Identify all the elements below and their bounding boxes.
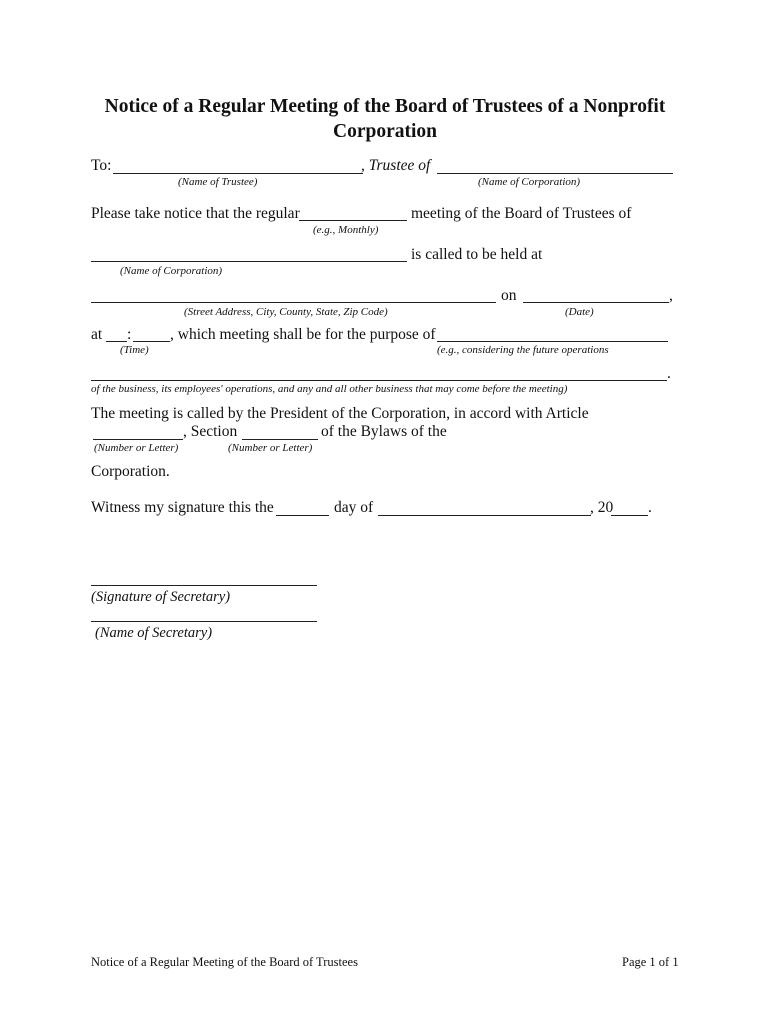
title-line-1: Notice of a Regular Meeting of the Board of Trustees of a Nonprofit xyxy=(104,96,666,117)
caption-name-of-corporation-2: (Name of Corporation) xyxy=(120,265,223,277)
title-line-2: Corporation xyxy=(333,121,437,142)
witness-year-field[interactable] xyxy=(611,515,648,516)
name-of-secretary-label: (Name of Secretary) xyxy=(95,625,213,641)
article-number-field[interactable] xyxy=(93,439,183,440)
year-prefix-text: , 20 xyxy=(590,499,614,516)
time-minute-field[interactable] xyxy=(133,341,170,342)
on-text: on xyxy=(501,287,517,304)
date-field[interactable] xyxy=(523,302,669,303)
purpose-field[interactable] xyxy=(437,341,668,342)
corporation-text: Corporation. xyxy=(91,463,170,480)
caption-eg-future-operations: (e.g., considering the future operations xyxy=(437,344,609,356)
called-by-text: The meeting is called by the President of the Corporation, in accord with Article xyxy=(91,405,589,422)
bylaws-text: of the Bylaws of the xyxy=(321,423,447,440)
corporation-name-field-2[interactable] xyxy=(91,261,407,262)
witness-period: . xyxy=(648,499,652,516)
comma-after-date: , xyxy=(669,287,673,304)
at-text: at xyxy=(91,326,103,343)
purpose-field-continued[interactable] xyxy=(91,380,667,381)
section-text: , Section xyxy=(183,423,238,440)
section-number-field[interactable] xyxy=(242,439,318,440)
caption-eg-monthly: (e.g., Monthly) xyxy=(313,224,379,236)
caption-business-operations: of the business, its employees' operations, and any and all other business that may come before the meeting) xyxy=(91,383,568,395)
trustee-of-label: , Trustee of xyxy=(361,157,431,174)
day-of-text: day of xyxy=(334,499,374,516)
purpose-text: , which meeting shall be for the purpose of xyxy=(170,326,436,343)
signature-line[interactable] xyxy=(91,585,317,586)
caption-section-number: (Number or Letter) xyxy=(228,442,313,454)
called-to-be-held-text: is called to be held at xyxy=(411,246,543,263)
caption-name-of-corporation: (Name of Corporation) xyxy=(478,176,581,188)
footer-title: Notice of a Regular Meeting of the Board of Trustees xyxy=(91,955,358,969)
caption-article-number: (Number or Letter) xyxy=(94,442,179,454)
street-address-field[interactable] xyxy=(91,302,496,303)
document-title xyxy=(60,94,710,144)
time-colon: : xyxy=(127,326,132,343)
to-label: To: xyxy=(91,157,112,174)
meeting-frequency-field[interactable] xyxy=(299,220,407,221)
notice-text-start: Please take notice that the regular xyxy=(91,205,300,222)
secretary-name-line[interactable] xyxy=(91,621,317,622)
notice-text-end: meeting of the Board of Trustees of xyxy=(411,205,632,222)
corporation-name-field[interactable] xyxy=(437,173,673,174)
time-hour-field[interactable] xyxy=(106,341,127,342)
signature-of-secretary-label: (Signature of Secretary) xyxy=(91,589,231,605)
caption-name-of-trustee: (Name of Trustee) xyxy=(178,176,258,188)
witness-text: Witness my signature this the xyxy=(91,499,274,516)
witness-month-field[interactable] xyxy=(378,515,591,516)
caption-time: (Time) xyxy=(120,344,149,356)
caption-street-address: (Street Address, City, County, State, Zip Code) xyxy=(184,306,388,318)
witness-day-field[interactable] xyxy=(276,515,329,516)
purpose-period: . xyxy=(667,365,671,382)
caption-date: (Date) xyxy=(565,306,594,318)
trustee-name-field[interactable] xyxy=(113,173,363,174)
footer-page-number: Page 1 of 1 xyxy=(622,955,679,969)
